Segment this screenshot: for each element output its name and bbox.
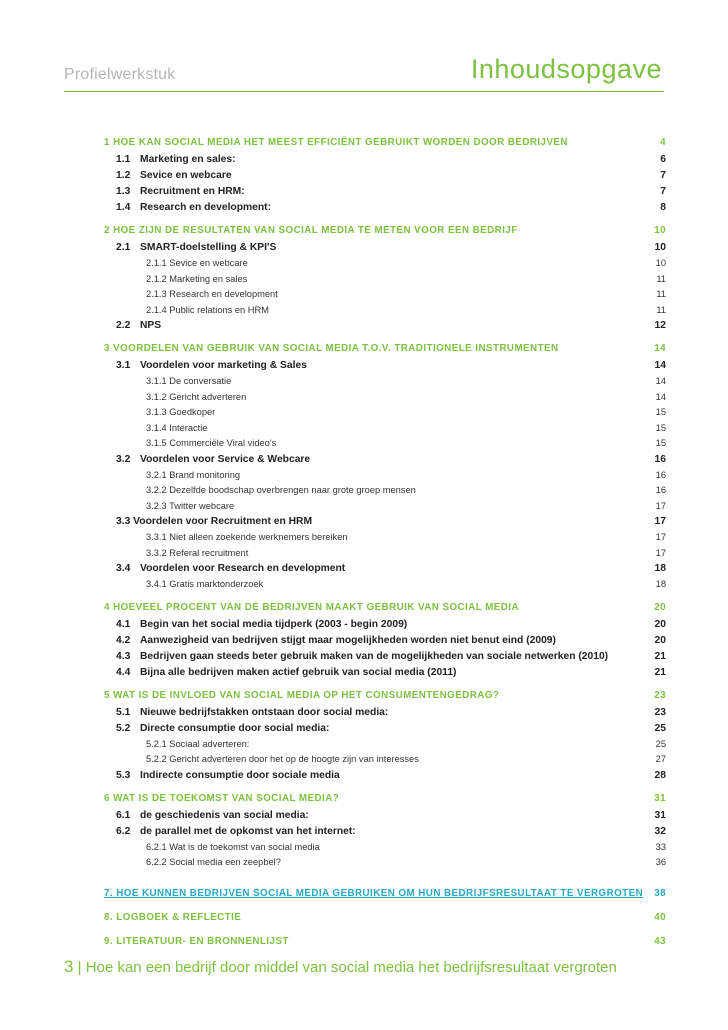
toc-entry-sub[interactable] (104, 200, 666, 216)
toc-entry-section[interactable] (104, 909, 666, 927)
toc-entry-page-number: 15 (655, 407, 666, 417)
toc-entry-number: 3.1 (116, 360, 131, 371)
toc-entry-page-number: 11 (656, 289, 666, 299)
toc-entry-page-number: 15 (655, 422, 666, 433)
toc-entry-sub[interactable] (104, 561, 666, 577)
running-header-title: Profielwerkstuk (64, 66, 176, 83)
toc-entry-title: Begin van het social media tijdperk (2003 - begin 2009) (140, 618, 408, 630)
toc-entry-subsub[interactable] (104, 390, 666, 406)
toc-entry-section[interactable] (104, 885, 666, 903)
toc-entry-page-number: 33 (655, 841, 666, 852)
toc-entry-subsub[interactable] (104, 256, 666, 272)
toc-entry-title: 5.2.2 Gericht adverteren door het op de hoogte zijn van interesses (146, 754, 419, 764)
toc-entry-page-number: 16 (655, 469, 666, 480)
toc-entry-page-number: 21 (654, 666, 666, 678)
toc-entry-title: 4 HOEVEEL PROCENT VAN DE BEDRIJVEN MAAKT GEBRUIK VAN SOCIAL MEDIA (104, 601, 520, 613)
toc-entry-title: 9. LITERATUUR- EN BRONNENLIJST (104, 935, 289, 947)
toc-entry-title: 3 VOORDELEN VAN GEBRUIK VAN SOCIAL MEDIA T.O.V. TRADITIONELE INSTRUMENTEN (104, 343, 559, 354)
toc-entry-page-number: 31 (654, 792, 666, 804)
toc-entry-page-number: 10 (654, 242, 666, 253)
toc-entry-section[interactable] (104, 222, 666, 240)
toc-entry-page-number: 6 (660, 154, 666, 165)
toc-entry-title: Marketing en sales: (140, 154, 236, 165)
toc-entry-page-number: 40 (654, 911, 666, 923)
toc-entry-page-number: 28 (654, 769, 666, 781)
toc-entry-page-number: 10 (655, 258, 666, 268)
toc-entry-title: 1 HOE KAN SOCIAL MEDIA HET MEEST EFFICIËNT GEBRUIKT WORDEN DOOR BEDRIJVEN (104, 137, 568, 148)
toc-entry-title: Voordelen voor Service & Webcare (140, 453, 311, 465)
toc-entry-page-number: 8 (660, 202, 666, 213)
toc-entry-title: Recruitment en HRM: (140, 186, 245, 197)
toc-entry-page-number: 20 (654, 618, 666, 630)
toc-entry-title: Voordelen voor Research en development (140, 563, 346, 574)
toc-entry-page-number: 38 (654, 887, 666, 899)
toc-entry-page-number: 43 (654, 935, 666, 947)
toc-entry-subsub[interactable] (104, 546, 666, 562)
toc-entry-number: 4.1 (116, 618, 131, 630)
toc-entry-page-number: 32 (654, 825, 666, 837)
page-footer (64, 957, 617, 977)
toc-entry-subsub[interactable] (104, 483, 666, 499)
toc-entry-title: Nieuwe bedrijfstakken ontstaan door social media: (140, 706, 389, 718)
toc-entry-sub[interactable] (104, 617, 666, 633)
toc-entry-page-number: 36 (655, 857, 666, 867)
toc-entry-page-number: 25 (654, 722, 666, 734)
toc-entry-subsub[interactable] (104, 421, 666, 437)
toc-entry-page-number: 20 (654, 634, 666, 646)
toc-entry-page-number: 17 (654, 516, 666, 527)
toc-entry-subsub[interactable] (104, 374, 666, 390)
toc-entry-page-number: 7 (660, 186, 666, 197)
toc-entry-title: 3.3.2 Referal recruitment (146, 547, 249, 558)
toc-entry-subsub[interactable] (104, 287, 666, 303)
toc-entry-page-number: 25 (655, 738, 666, 749)
toc-entry-page-number: 23 (654, 706, 666, 718)
toc-entry-page-number: 20 (654, 601, 666, 613)
toc-entry-title: 3.2.2 Dezelfde boodschap overbrengen naar grote groep mensen (146, 485, 416, 495)
toc-entry-subsub[interactable] (104, 855, 666, 871)
toc-entry-page-number: 11 (656, 304, 666, 315)
toc-entry-title: 3.2.3 Twitter webcare (146, 500, 235, 511)
table-of-contents (104, 134, 666, 951)
toc-entry-title: 2.1.4 Public relations en HRM (146, 304, 269, 315)
toc-entry-page-number: 14 (654, 343, 666, 354)
toc-entry-title: 6.2.1 Wat is de toekomst van social media (146, 841, 320, 852)
toc-entry-number: 2.1 (116, 242, 131, 253)
toc-entry-page-number: 17 (655, 500, 666, 511)
toc-entry-subsub[interactable] (104, 499, 666, 515)
toc-entry-title: de parallel met de opkomst van het internet: (140, 825, 356, 837)
page-title: Inhoudsopgave (470, 54, 662, 84)
toc-entry-number: 5.1 (116, 706, 131, 718)
toc-entry-number: 1.3 (116, 186, 131, 197)
toc-entry-title: Voordelen voor marketing & Sales (140, 360, 307, 371)
toc-entry-title: 2.1.3 Research en development (146, 289, 278, 299)
toc-entry-number: 4.2 (116, 634, 131, 646)
toc-entry-number: 6.1 (116, 809, 131, 821)
toc-entry-page-number: 18 (654, 563, 666, 574)
toc-entry-page-number: 27 (655, 754, 666, 764)
toc-entry-number: 1.1 (116, 154, 131, 165)
toc-entry-title: de geschiedenis van social media: (140, 809, 309, 821)
toc-entry-page-number: 23 (654, 689, 666, 701)
toc-entry-sub[interactable] (104, 808, 666, 824)
toc-entry-page-number: 11 (656, 273, 666, 284)
toc-entry-title: NPS (140, 320, 162, 331)
toc-entry-sub[interactable] (104, 318, 666, 334)
toc-entry-number: 4.3 (116, 650, 131, 662)
toc-entry-page-number: 14 (654, 360, 666, 371)
toc-entry-title: 2.1.1 Sevice en webcare (146, 258, 248, 268)
toc-entry-title: 3.3.1 Niet alleen zoekende werknemers bereiken (146, 532, 348, 542)
toc-entry-subsub[interactable] (104, 468, 666, 484)
toc-entry-page-number: 10 (654, 225, 666, 236)
toc-entry-page-number: 31 (654, 809, 666, 821)
toc-entry-sub[interactable] (104, 705, 666, 721)
toc-entry-page-number: 18 (655, 579, 666, 589)
toc-entry-sub[interactable] (104, 665, 666, 681)
toc-entry-subsub[interactable] (104, 737, 666, 753)
toc-entry-subsub[interactable] (104, 752, 666, 768)
toc-entry-title: Directe consumptie door social media: (140, 722, 330, 734)
toc-entry-sub[interactable] (104, 152, 666, 168)
toc-entry-page-number: 14 (655, 391, 666, 402)
toc-entry-sub[interactable] (104, 824, 666, 840)
toc-entry-sub[interactable] (104, 240, 666, 256)
toc-entry-title: 7. HOE KUNNEN BEDRIJVEN SOCIAL MEDIA GEBRUIKEN OM HUN BEDRIJFSRESULTAAT TE VERGROTEN (104, 887, 644, 899)
toc-entry-sub[interactable] (104, 649, 666, 665)
toc-entry-title: 3.1.3 Goedkoper (146, 407, 216, 417)
toc-entry-page-number: 17 (655, 547, 666, 558)
toc-entry-title: 3.1.5 Commerciële Viral video's (146, 438, 277, 448)
toc-entry-title: 3.1.4 Interactie (146, 422, 208, 433)
toc-entry-section[interactable] (104, 340, 666, 358)
toc-entry-title: 3.4.1 Gratis marktonderzoek (146, 579, 264, 589)
toc-entry-section[interactable] (104, 933, 666, 951)
toc-entry-subsub[interactable] (104, 272, 666, 288)
toc-entry-sub[interactable] (104, 452, 666, 468)
toc-entry-section[interactable] (104, 687, 666, 705)
toc-entry-sub[interactable] (104, 358, 666, 374)
toc-entry-sub[interactable] (104, 168, 666, 184)
toc-entry-title: Bijna alle bedrijven maken actief gebruik van social media (2011) (140, 666, 457, 678)
toc-entry-page-number: 16 (655, 485, 666, 495)
toc-entry-page-number: 16 (654, 453, 666, 465)
toc-entry-number: 3.2 (116, 453, 131, 465)
toc-entry-subsub[interactable] (104, 530, 666, 546)
toc-entry-page-number: 21 (654, 650, 666, 662)
toc-entry-page-number: 7 (660, 170, 666, 181)
toc-entry-title: SMART-doelstelling & KPI'S (140, 242, 277, 253)
footer-separator: | (77, 959, 82, 976)
toc-entry-number: 1.4 (116, 202, 131, 213)
footer-document-title: Hoe kan een bedrijf door middel van social media het bedrijfsresultaat vergroten (85, 959, 617, 976)
toc-entry-number: 2.2 (116, 320, 131, 331)
toc-entry-sub[interactable] (104, 721, 666, 737)
toc-entry-title: 2.1.2 Marketing en sales (146, 273, 248, 284)
toc-entry-sub[interactable] (104, 514, 666, 530)
toc-entry-title: 5.2.1 Sociaal adverteren: (146, 738, 250, 749)
toc-entry-number: 4.4 (116, 666, 131, 678)
toc-entry-page-number: 4 (660, 137, 666, 148)
toc-entry-number: 5.2 (116, 722, 131, 734)
toc-entry-title: Indirecte consumptie door sociale media (140, 769, 340, 781)
footer-page-number: 3 (64, 957, 74, 976)
toc-entry-title: 5 WAT IS DE INVLOED VAN SOCIAL MEDIA OP HET CONSUMENTENGEDRAG? (104, 689, 500, 701)
toc-entry-number: 1.2 (116, 170, 131, 181)
toc-entry-sub[interactable] (104, 184, 666, 200)
toc-entry-number: 6.2 (116, 825, 131, 837)
toc-entry-sub[interactable] (104, 768, 666, 784)
toc-entry-page-number: 15 (655, 438, 666, 448)
toc-entry-title: 3.2.1 Brand monitoring (146, 469, 241, 480)
toc-entry-number: 3.4 (116, 563, 131, 574)
toc-entry-section[interactable] (104, 134, 666, 152)
toc-entry-title: 3.3 Voordelen voor Recruitment en HRM (116, 516, 313, 527)
toc-entry-title: 3.1.2 Gericht adverteren (146, 391, 247, 402)
toc-entry-title: 3.1.1 De conversatie (146, 376, 232, 386)
toc-entry-page-number: 17 (655, 532, 666, 542)
toc-entry-title: 6 WAT IS DE TOEKOMST VAN SOCIAL MEDIA? (104, 792, 340, 804)
toc-entry-title: Research en development: (140, 202, 272, 213)
toc-entry-subsub[interactable] (104, 303, 666, 319)
toc-entry-title: Aanwezigheid van bedrijven stijgt maar mogelijkheden worden niet benut eind (2009) (140, 634, 556, 646)
toc-entry-page-number: 12 (654, 320, 666, 331)
header-divider (64, 91, 664, 92)
toc-entry-title: Bedrijven gaan steeds beter gebruik maken van de mogelijkheden van sociale netwerken (2010) (140, 650, 609, 662)
toc-entry-subsub[interactable] (104, 405, 666, 421)
toc-entry-title: 8. LOGBOEK & REFLECTIE (104, 911, 242, 923)
toc-entry-number: 5.3 (116, 769, 131, 781)
toc-entry-title: 2 HOE ZIJN DE RESULTATEN VAN SOCIAL MEDIA TE METEN VOOR EEN BEDRIJF (104, 225, 518, 236)
toc-entry-page-number: 14 (655, 376, 666, 386)
toc-entry-title: 6.2.2 Social media een zeepbel? (146, 857, 281, 867)
toc-entry-sub[interactable] (104, 633, 666, 649)
toc-entry-section[interactable] (104, 599, 666, 617)
toc-entry-subsub[interactable] (104, 840, 666, 856)
toc-entry-subsub[interactable] (104, 436, 666, 452)
toc-entry-section[interactable] (104, 790, 666, 808)
toc-entry-subsub[interactable] (104, 577, 666, 593)
toc-entry-title: Sevice en webcare (140, 170, 232, 181)
